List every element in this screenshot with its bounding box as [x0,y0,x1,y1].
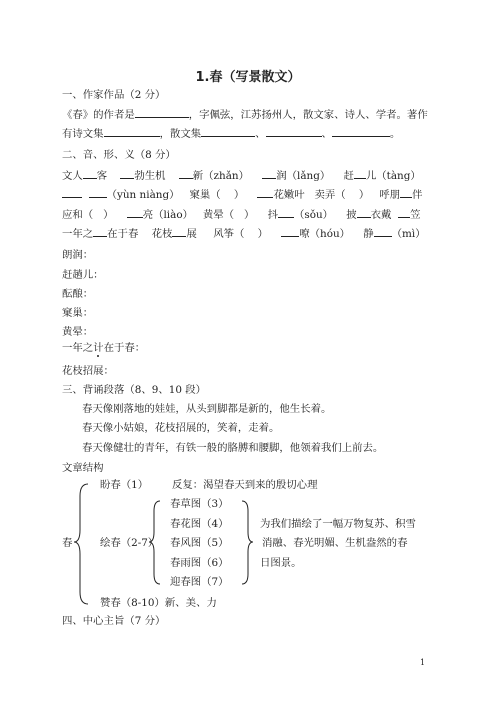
structure-picture: 春雨图（6） [170,557,229,569]
text: 在于春 [107,228,139,240]
page-title: 1.春（写景散文） [195,70,301,85]
word-item: 窠巢： [62,307,94,319]
text: ） [358,189,370,201]
text: 、 [255,128,266,140]
structure-picture: 春风图（5） [170,537,229,549]
text: 新（zhǎn） [192,170,250,182]
emphasized-char: 计 [93,342,104,354]
section-4-heading: 四、中心主旨（7 分） [62,615,166,627]
structure-huichun: 绘春（2-7） [100,537,159,549]
word-item: 朗润： [62,249,94,261]
text: （yùn niàng） [106,189,180,201]
text: 笠 [410,209,421,221]
text: ，字佩弦，江苏扬州人，散文家、诗人、学者。著作 [188,109,428,121]
word-item: 花枝招展： [62,365,114,377]
text: ，散文集 [159,128,202,140]
text: 应和（ [62,209,94,221]
text: 《春》的作者是 [62,109,135,121]
text: 润（lǎng） [276,170,331,182]
word-item: 黄晕： [62,326,94,338]
recite-paragraph: 春天像小姑娘，花枝招展的，笑着，走着。 [82,422,280,434]
text: 风筝（ [213,228,245,240]
text: 窠巢（ [189,189,221,201]
text: ） [257,228,269,240]
section-2-heading: 二、音、形、义（8 分） [62,149,176,161]
structure-picture: 迎春图（7） [170,576,229,588]
recite-paragraph: 春天像健壮的青年，有铁一般的胳膊和腰脚，他领着我们上前去。 [82,442,384,454]
text: 亮（liào） [142,209,193,221]
outer-brace [74,484,88,604]
text: 勃生机 [134,170,166,182]
text: 客 [96,170,108,182]
structure-summary: 消融、春光明媚、生机盎然的春 [262,537,408,549]
word-item: 酝酿： [62,288,94,300]
section-1-heading: 一、作家作品（2 分） [62,89,166,101]
structure-summary: 为我们描绘了一幅万物复苏、积雪 [260,518,416,530]
text: 披 [346,209,357,221]
recite-paragraph: 春天像刚落地的娃娃，从头到脚都是新的，他生长着。 [82,403,332,415]
text: 有诗文集 [62,128,104,140]
text: 静 [363,228,374,240]
text: 花嫩叶 [273,189,305,201]
structure-picture: 春花图（4） [170,518,229,530]
text: ） [233,189,245,201]
structure-picture: 春草图（3） [170,498,229,510]
section-3-heading: 三、背诵段落（8、9、10 段） [62,384,207,396]
structure-panchun: 盼春（1） [100,479,149,491]
text: 嘹（hóu） [299,228,351,240]
structure-root: 春 [62,537,73,549]
text: 文人 [62,170,83,182]
text: 呼朋 [379,189,401,201]
text: 在于春： [103,342,146,354]
text: 衣戴 [370,209,392,221]
text: 、 [321,128,332,140]
text: 黄晕（ [202,209,235,221]
text: （sǒu） [294,209,334,221]
text: （mì） [391,228,426,240]
word-item: 赶趟儿： [62,269,104,281]
structure-panchun-desc: 反复：渴望春天到来的殷切心理 [172,479,318,491]
text: 花枝 [151,228,173,240]
page-number: 1 [420,658,426,667]
text: ） [103,209,114,221]
text: ） [244,209,255,221]
text: 。 [389,128,401,140]
inner-brace-right [242,501,253,584]
text: 儿（tàng） [365,170,421,182]
text: 抖 [267,209,278,221]
structure-zanchun: 赞春（8-10）新、美、力 [100,597,217,609]
structure-heading: 文章结构 [62,462,104,474]
structure-summary: 日图景。 [260,557,302,569]
text: 一年之 [62,228,94,240]
text: 赶 [343,170,354,182]
text: 一年之 [62,342,94,354]
text: 展 [186,228,197,240]
text: 伴 [412,189,423,201]
text: 卖弄（ [314,189,346,201]
